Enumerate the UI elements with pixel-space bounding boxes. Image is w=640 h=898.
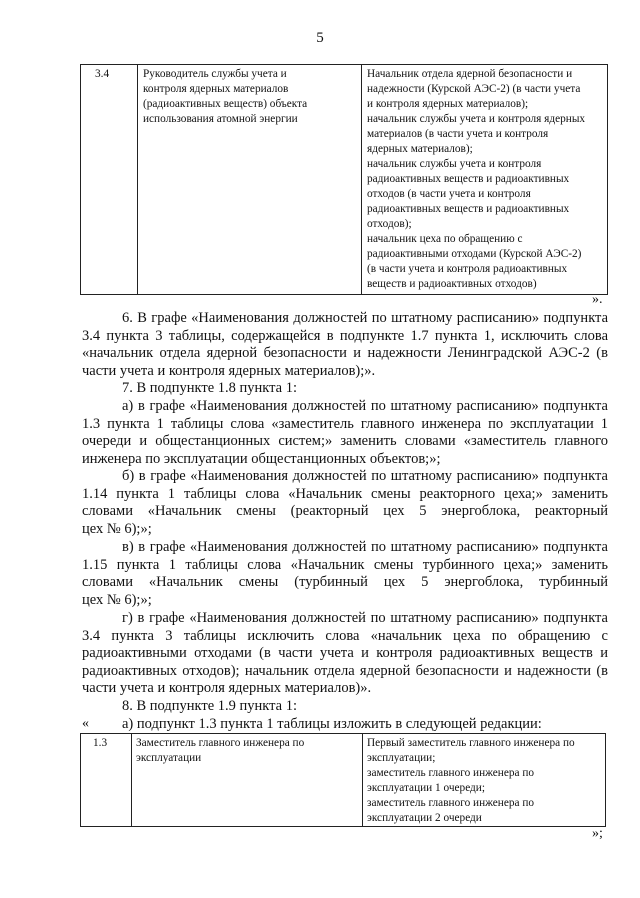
paragraph-8a: а) подпункт 1.3 пункта 1 таблицы изложить в следующей редакции: bbox=[122, 716, 542, 732]
text-line: словами «Начальник смены (реакторный цех 5 энергоблока, реакторный bbox=[82, 503, 608, 520]
text-line: радиоактивными отходами (Курской АЭС-2) bbox=[367, 248, 582, 260]
closing-quote: ». bbox=[592, 292, 603, 307]
paragraph-6 bbox=[82, 310, 608, 380]
text-line: начальник службы учета и контроля ядерных bbox=[367, 113, 586, 125]
text-line: эксплуатации; bbox=[367, 752, 436, 764]
text-line: а) в графе «Наименования должностей по штатному расписанию» подпункта bbox=[122, 398, 608, 414]
text-line: начальник цеха по обращению с bbox=[367, 233, 523, 245]
paragraph-7g bbox=[82, 610, 608, 698]
text-line: Руководитель службы учета и bbox=[143, 68, 287, 80]
text-line: надежности (Курской АЭС-2) (в части учета bbox=[367, 83, 581, 95]
text-line: очереди и общестанционных систем;» заменить словами «заместитель главного bbox=[82, 433, 608, 450]
text-line: ядерных материалов); bbox=[367, 143, 473, 155]
text-line: 1.15 пункта 1 таблицы слова «Начальник смены турбинного цеха;» заменить bbox=[82, 556, 608, 573]
text-line: эксплуатации bbox=[136, 752, 202, 764]
text-line: словами «Начальник смены (турбинный цех 5 энергоблока, турбинный bbox=[82, 574, 608, 591]
position-cell bbox=[132, 734, 363, 827]
text-line: радиоактивных веществ и радиоактивных bbox=[367, 173, 570, 185]
text-line: веществ и радиоактивных отходов) bbox=[367, 278, 537, 290]
text-line: заместитель главного инженера по bbox=[367, 797, 535, 809]
text-line: цех № 6);»; bbox=[82, 591, 152, 608]
opening-quote: « bbox=[82, 716, 89, 731]
item-number-cell: 3.4 bbox=[81, 65, 138, 295]
text-line: б) в графе «Наименования должностей по штатному расписанию» подпункта bbox=[122, 468, 608, 484]
paragraph-7v bbox=[82, 539, 608, 609]
text-line: и контроля ядерных материалов); bbox=[367, 98, 529, 110]
table-item-1-3 bbox=[80, 733, 606, 827]
text-line: радиоактивных отходов); начальник отдела ядерной безопасности и надежности (в bbox=[82, 662, 608, 679]
paragraph-8-heading: 8. В подпункте 1.9 пункта 1: bbox=[122, 698, 298, 714]
position-cell bbox=[138, 65, 362, 295]
text-line: цех № 6);»; bbox=[82, 520, 152, 537]
text-line: Начальник отдела ядерной безопасности и bbox=[367, 68, 573, 80]
text-line: заместитель главного инженера по bbox=[367, 767, 535, 779]
text-line: 1.14 пункта 1 таблицы слова «Начальник смены реакторного цеха;» заменить bbox=[82, 485, 608, 502]
closing-quote: »; bbox=[592, 826, 603, 841]
paragraph-7b bbox=[82, 468, 608, 538]
text-line: контроля ядерных материалов bbox=[143, 83, 289, 95]
text-line: Заместитель главного инженера по bbox=[136, 737, 305, 749]
item-number-cell: 1.3 bbox=[81, 734, 132, 827]
table-row bbox=[81, 734, 606, 827]
text-line: радиоактивных веществ и радиоактивных bbox=[367, 203, 570, 215]
text-line: эксплуатации 2 очереди bbox=[367, 812, 482, 824]
text-line: эксплуатации 1 очереди; bbox=[367, 782, 485, 794]
text-line: части учета и контроля ядерных материалов);». bbox=[82, 362, 376, 379]
text-line: 6. В графе «Наименования должностей по штатному расписанию» подпункта bbox=[122, 310, 608, 326]
subordinates-cell bbox=[363, 734, 606, 827]
text-line: отходов); bbox=[367, 218, 412, 230]
text-line: (радиоактивных веществ) объекта bbox=[143, 98, 308, 110]
page-number: 5 bbox=[316, 30, 324, 46]
text-line: отходов (в части учета и контроля bbox=[367, 188, 531, 200]
text-line: в) в графе «Наименования должностей по штатному расписанию» подпункта bbox=[122, 539, 608, 555]
text-line: 1.3 пункта 1 таблицы слова «заместитель главного инженера по эксплуатации 1 bbox=[82, 415, 608, 432]
text-line: «начальник отдела ядерной безопасности и надежности Ленинградской АЭС-2 (в bbox=[82, 345, 608, 362]
text-line: 3.4 пункта 3 таблицы исключить слова «начальник цеха по обращению с bbox=[82, 627, 608, 644]
text-line: Первый заместитель главного инженера по bbox=[367, 737, 575, 749]
table-row bbox=[81, 65, 608, 295]
paragraph-7a bbox=[82, 398, 608, 468]
table-item-3-4 bbox=[80, 64, 608, 295]
text-line: части учета и контроля ядерных материалов)». bbox=[82, 680, 372, 697]
text-line: г) в графе «Наименования должностей по штатному расписанию» подпункта bbox=[122, 610, 608, 626]
subordinates-cell bbox=[362, 65, 608, 295]
paragraph-7-heading: 7. В подпункте 1.8 пункта 1: bbox=[122, 380, 298, 396]
text-line: начальник службы учета и контроля bbox=[367, 158, 542, 170]
text-line: материалов (в части учета и контроля bbox=[367, 128, 549, 140]
text-line: 3.4 пункта 3 таблицы, содержащейся в подпункте 1.7 пункта 1, исключить слова bbox=[82, 327, 608, 344]
text-line: использования атомной энергии bbox=[143, 113, 298, 125]
text-line: инженера по эксплуатации общестанционных объектов;»; bbox=[82, 450, 441, 467]
text-line: (в части учета и контроля радиоактивных bbox=[367, 263, 568, 275]
text-line: радиоактивными отходами (в части учета и контроля радиоактивных веществ и bbox=[82, 645, 608, 662]
